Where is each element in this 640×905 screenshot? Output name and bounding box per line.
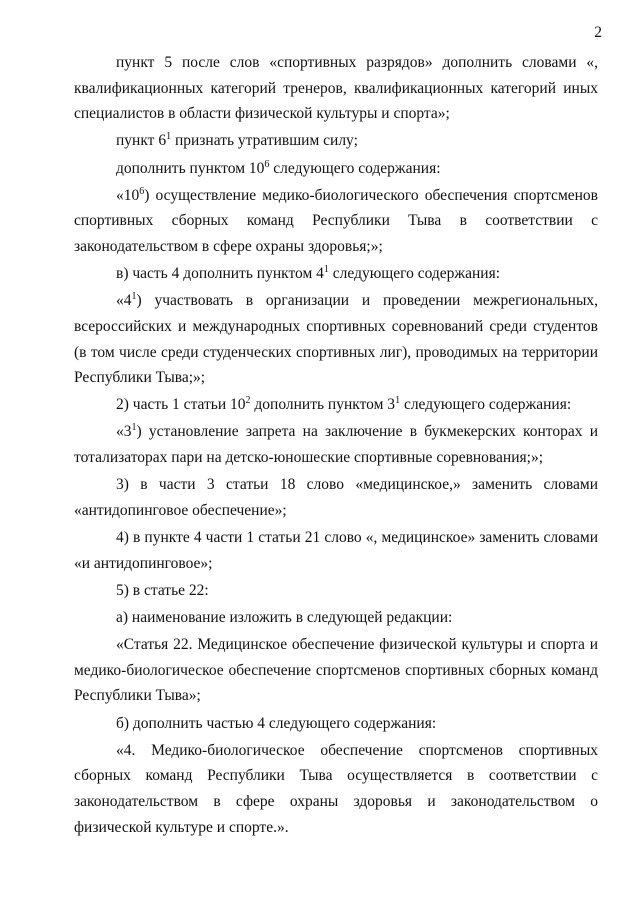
superscript: 1	[166, 131, 172, 143]
text-run: ) установление запрета на заключение в букмекерских конторах и тотализаторах пари на детско-юношеские спортивные соревнования;»;	[74, 423, 598, 467]
text-run: пункт 6	[116, 132, 167, 150]
paragraph	[74, 156, 598, 182]
text-run: «4	[116, 292, 132, 310]
text-run: 2) часть 1 статьи 10	[116, 396, 246, 414]
text-run: пункт 5 после слов «спортивных разрядов» дополнить словами «, квалификационных категорий тренеров, квалификационных категорий иных специалистов в области физической культуры и спорта»;	[74, 54, 598, 123]
superscript: 1	[131, 291, 137, 303]
document-body	[74, 50, 598, 842]
text-run: б) дополнить частью 4 следующего содержания:	[116, 714, 437, 732]
text-run: «10	[116, 186, 140, 204]
text-run: в) часть 4 дополнить пунктом 4	[116, 265, 324, 283]
text-run: признать утратившим силу;	[171, 132, 358, 150]
text-run: «4. Медико-биологическое обеспечение спортсменов спортивных сборных команд Республики Тыва осуществляется в соответствии с законодательством в сфере охраны здоровья и законодательством о физической культуре и спорте.».	[74, 741, 598, 836]
paragraph	[74, 419, 598, 470]
superscript: 2	[245, 395, 251, 407]
paragraph	[74, 525, 598, 576]
text-run: дополнить пунктом 10	[116, 159, 265, 177]
superscript: 6	[139, 185, 145, 197]
text-run: «Статья 22. Медицинское обеспечение физической культуры и спорта и медико-биологическое обеспечение спортсменов спортивных сборных команд Республики Тыва»;	[74, 636, 598, 705]
text-run: следующего содержания:	[328, 265, 501, 283]
paragraph	[74, 472, 598, 523]
paragraph	[74, 578, 598, 604]
paragraph	[74, 128, 598, 154]
text-run: 3) в части 3 статьи 18 слово «медицинское,» заменить словами «антидопинговое обеспечение»;	[74, 476, 598, 519]
paragraph	[74, 50, 598, 127]
paragraph	[74, 288, 598, 390]
text-run: 5) в статье 22:	[116, 581, 209, 599]
text-run: «3	[116, 423, 132, 441]
text-run: ) осуществление медико-биологического обеспечения спортсменов спортивных сборных команд Республики Тыва в соответствии с законодательством в сфере охраны здоровья;»;	[74, 186, 598, 255]
paragraph	[74, 632, 598, 709]
text-run: следующего содержания:	[269, 159, 441, 177]
paragraph	[74, 711, 598, 737]
text-run: дополнить пунктом 3	[250, 396, 396, 414]
superscript: 1	[323, 263, 329, 275]
paragraph	[74, 738, 598, 840]
paragraph	[74, 605, 598, 631]
text-run: следующего содержания:	[400, 396, 572, 414]
text-run: 4) в пункте 4 части 1 статьи 21 слово «, медицинское» заменить словами «и антидопинговое»;	[74, 529, 598, 572]
paragraph	[74, 183, 598, 260]
paragraph	[74, 261, 598, 287]
paragraph	[74, 392, 598, 418]
superscript: 1	[131, 422, 137, 434]
text-run: ) участвовать в организации и проведении межрегиональных, всероссийских и международных спортивных соревнований среди студентов (в том числе среди студенческих спортивных лиг), проводимых на территории Республики Тыва;»;	[74, 292, 598, 387]
superscript: 6	[264, 158, 270, 170]
text-run: а) наименование изложить в следующей редакции:	[116, 609, 453, 626]
superscript: 1	[395, 395, 401, 407]
page-number: 2	[594, 24, 602, 41]
